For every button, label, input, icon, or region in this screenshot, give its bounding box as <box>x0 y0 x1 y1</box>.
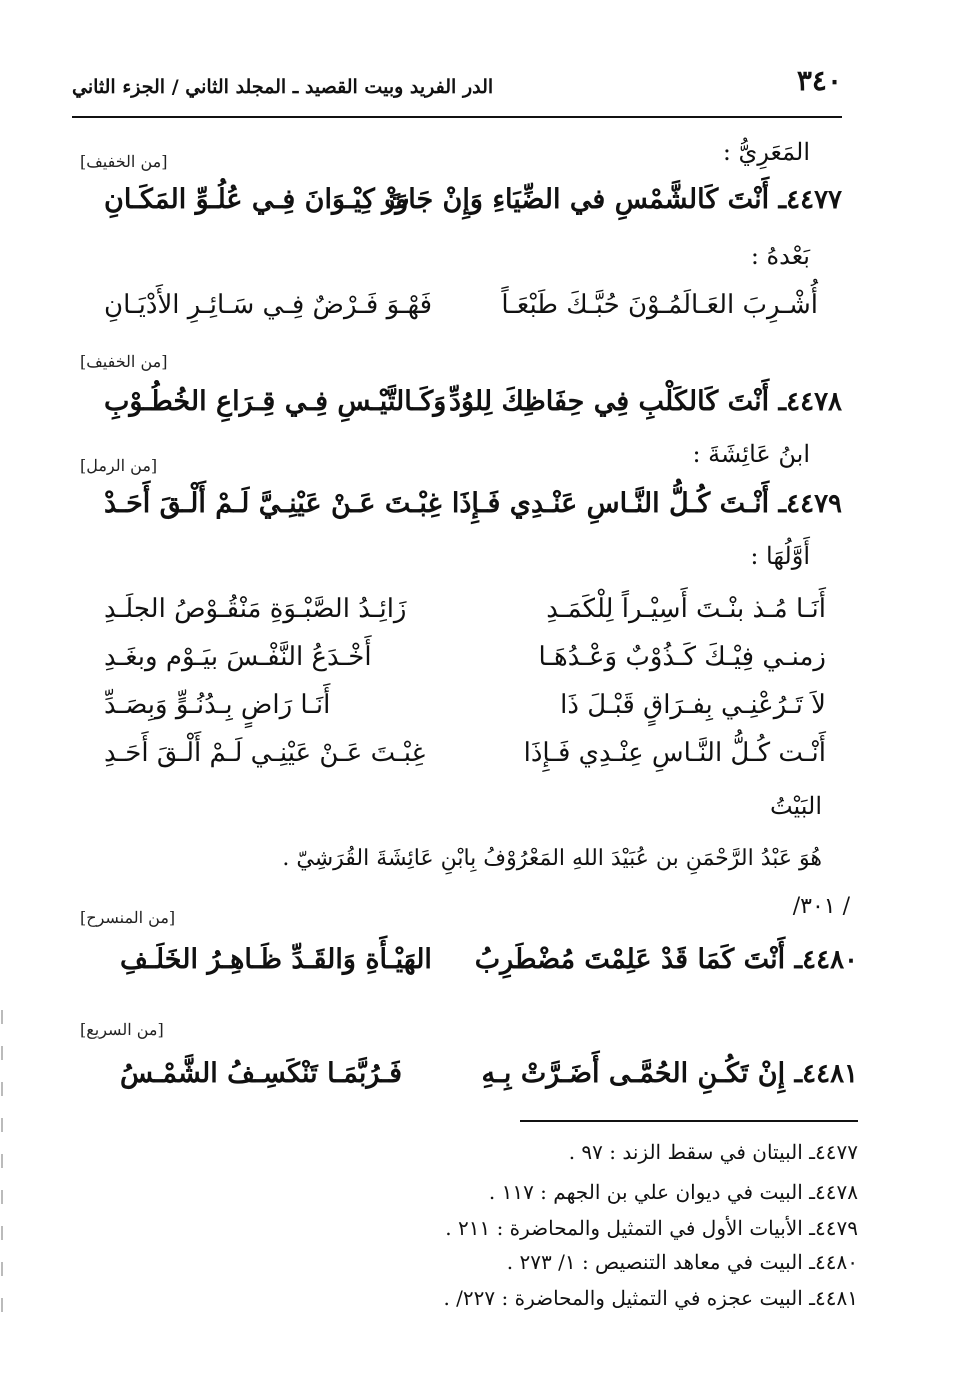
section-label: البَيْتُ <box>769 792 822 820</box>
verse-hemistich-second: فَـرُبَّمَـا تَنْكَسِـفُ الشَّمْـسُ <box>120 1058 403 1089</box>
speaker-name: ابنُ عَائِشَةَ : <box>692 440 810 468</box>
biographical-note: هُوَ عَبْدُ الرَّحْمَنِ بن عُبَيْدَ اللهِ المَعْرُوْفُ بِابْنِ عَائِشَةَ القُرَشِيّ . <box>282 846 822 871</box>
meter-label: [من الخفيف] <box>80 152 168 171</box>
running-title: الدر الفريد وبيت القصيد ـ المجلد الثاني / الجزء الثاني <box>72 76 494 98</box>
verse-hemistich-first: زمنـي فِيْـكَ كَـذُوْبٌ وَعْـدُهَـا <box>538 642 826 672</box>
footnote: ٤٤٨١ـ البيت عجزه في التمثيل والمحاضرة : ٢٢٧/ . <box>443 1286 858 1310</box>
verse-line <box>452 488 842 519</box>
page-header <box>72 64 842 108</box>
footnote: ٤٤٧٧ـ البيتان في سقط الزند : ٩٧ . <box>568 1140 858 1164</box>
verse-hemistich-second: أَخْـدَعُ النَّفْـسَ بيَـوْم وبغَـدِ <box>104 642 372 672</box>
verse-hemistich-second: وَكَـالتَّيْـسِ فِـي قِـرَاعِ الخُطُـوْبِ <box>104 386 447 417</box>
verse-line <box>475 944 858 975</box>
verse-hemistich-first: أُشْـرِبَ العَـالَمُـوْنَ حُبَّـكَ طَبْعَـاً <box>501 290 818 320</box>
verse-hemistich-first: أَنَـا مُـذ بنْـتَ أَسِيْـراً لِلْكَمَـدِ <box>546 594 826 624</box>
speaker-name: بَعْدهُ : <box>750 242 810 270</box>
page-number: ٣٤٠ <box>796 64 842 97</box>
speaker-name: المَعَرِيُّ : <box>722 138 810 166</box>
verse-number: ٤٤٨١ـ <box>794 1059 858 1089</box>
verse-hemistich-second: أَنَـا رَاضٍ بِـدُنُـوٍّ وَبِصَـدِّ <box>104 690 331 720</box>
verse-hemistich-first: لاَ تَـرُعْنِـي بِفـرَاقٍ قَبْـلَ ذَا <box>560 690 826 720</box>
footnote: ٤٤٨٠ـ البيت في معاهد التنصيص : ١/ ٢٧٣ . <box>506 1250 858 1274</box>
footnote: ٤٤٧٩ـ الأبيات الأول في التمثيل والمحاضرة : ٢١١ . <box>445 1216 858 1240</box>
verse-hemistich-first: أَنْـتَ كُـلُّ النَّـاسِ عَنْـدِي فَـإِذَا <box>451 488 770 519</box>
verse-number: ٤٤٨٠ـ <box>794 945 858 975</box>
verse-number: ٤٤٧٧ـ <box>778 185 842 215</box>
meter-label: [من الخفيف] <box>80 352 168 371</box>
verse-number: ٤٤٧٨ـ <box>778 387 842 417</box>
verse-line <box>449 386 842 417</box>
verse-hemistich-second: فَهْـوَ فَـرْضٌ فِـي سَـائِـرِ الأَدْيَـانِ <box>104 290 433 320</box>
verse-hemistich-second: زَائِـدُ الصَّبْـوَةِ مَنْقُـوْصُ الجلَـدِ <box>104 594 407 624</box>
verse-number: ٤٤٧٩ـ <box>778 489 842 519</box>
folio-marker: / ٣٠١/ <box>792 894 850 919</box>
meter-label: [من الرمل] <box>80 456 158 475</box>
verse-hemistich-second: غِبْـتَ عَـنْ عَيْنِـيَّ لَـمْ أَلْـقَ أَحَـدْ <box>104 488 442 519</box>
footnote: ٤٤٧٨ـ البيت في ديوان علي بن الجهم : ١١٧ . <box>488 1180 858 1204</box>
verse-line <box>382 184 842 215</box>
verse-line <box>482 1058 858 1089</box>
verse-hemistich-second: تَ كِيْـوَانَ فِـي عُلُـوِّ المَكَـانِ <box>104 184 410 215</box>
meter-label: [من المنسرح] <box>80 908 176 927</box>
verse-hemistich-first: أَنْتَ كَالكَلْبِ فِي حِفَاظِكَ لِلوُدِّ <box>448 386 770 417</box>
verse-hemistich-second: غِبْـتَ عَـنْ عَيْنِـي لَـمْ أَلْـقَ أَحَـدِ <box>104 738 426 768</box>
speaker-name: أَوَّلُهَا : <box>750 542 810 570</box>
footnote-divider <box>520 1120 858 1122</box>
header-divider <box>72 116 842 118</box>
verse-hemistich-first: أَنْـت كُـلُّ النَّـاسِ عِنْـدِي فَـإِذَا <box>523 738 826 768</box>
verse-hemistich-first: إِنْ تَكُـنِ الحُمَّـى أَضَـرَّتْ بِـهِ <box>481 1058 786 1089</box>
verse-hemistich-first: أَنْتَ كَالشَّمْسِ في الضِّيَاءِ وَإِنْ جَاوَزْ <box>382 184 770 215</box>
scan-edge-marks <box>0 1010 3 1370</box>
verse-hemistich-second: الهَيْـأَةِ وَالقَـدِّ ظَـاهِـرُ الخَلَـفِ <box>120 944 432 975</box>
verse-hemistich-first: أَنْتَ كَمَا قَدْ عَلِمْتَ مُضْطَرِبُ <box>474 944 786 975</box>
meter-label: [من السريع] <box>80 1020 164 1039</box>
